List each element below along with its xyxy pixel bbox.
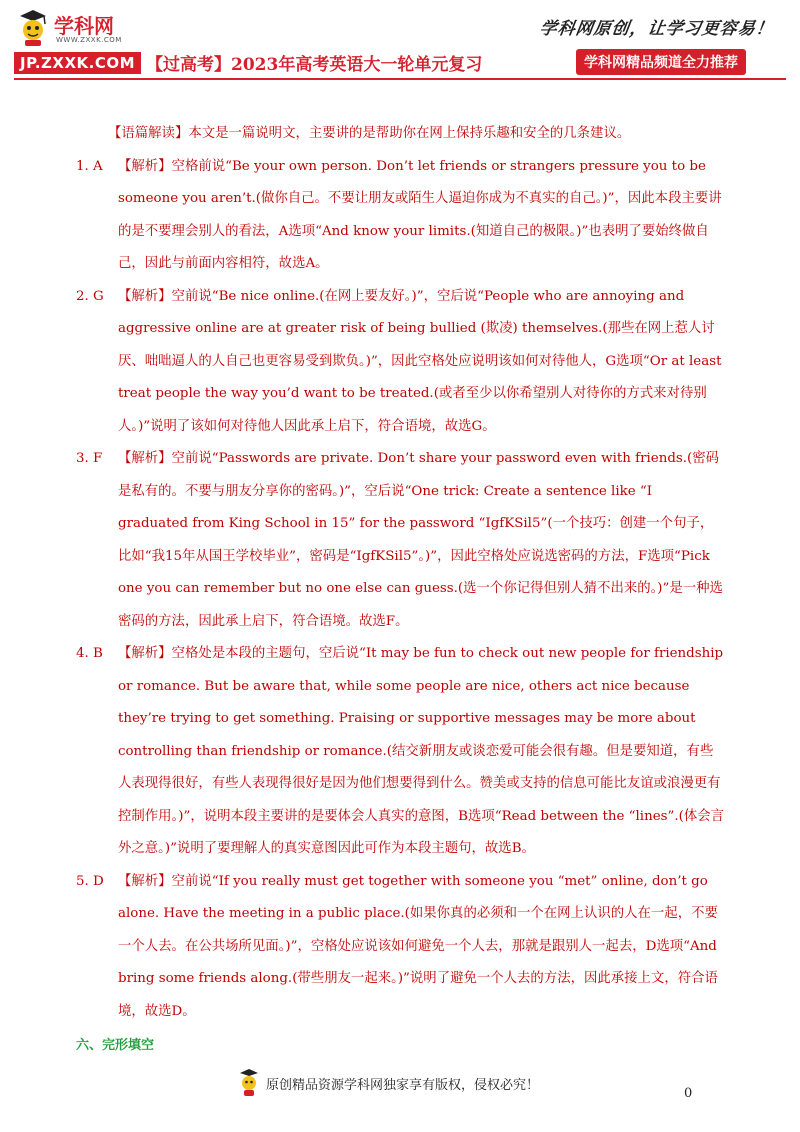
site-logo[interactable] (14, 8, 144, 48)
answer-explanation: 【解析】空格前说“Be your own person. Don’t let friends or strangers pressure you to be someone you aren’t.(做你自己。不要让朋友或陌生人逼迫你成为不真实的自己。)”，因此本段主要讲的是不要理会别人的看法，A选项“And know your limits.(知道自己的极限。)”也表明了要始终做自己，因此与前面内容相符，故选A。 (118, 158, 722, 271)
answer-label: 4. B (76, 646, 103, 661)
answer-label: 5. D (76, 873, 104, 889)
logo-url: WWW.ZXXK.COM (56, 36, 122, 44)
answer-explanation: 【解析】空前说“If you really must get together with someone you “met” online, don’t go alone. Have the meeting in a public place.(如果你真的必须和一个在网上认识的人在一起，不要一个人去。在公共场所见面。)”，空格处应说该如何避免一个人去，那就是跟别人一起去，D选项“And bring some friends along.(带些朋友一起来。)”说明了避免一个人去的方法，因此承接上文，符合语境，故选D。 (118, 873, 718, 1019)
answer-item-1 (76, 151, 726, 281)
copyright-notice: 原创精品资源学科网独家享有版权，侵权必究！ (266, 1078, 540, 1093)
document-title: 【过高考】2023年高考英语大一轮单元复习 (146, 55, 483, 75)
answer-item-2 (76, 281, 726, 444)
document-body (76, 118, 726, 1063)
passage-intro: 【语篇解读】本文是一篇说明文，主要讲的是帮助你在网上保持乐趣和安全的几条建议。 (108, 126, 631, 141)
answer-label: 1. A (76, 158, 103, 174)
answer-explanation: 【解析】空前说“Be nice online.(在网上要友好。)”，空后说“People who are annoying and aggressive online are at greater risk of being bullied (欺凌) themselves.(那些在网上惹人讨厌、咄咄逼人的人自己也更容易受到欺负。)”，因此空格处应说明该如何对待他人，G选项“Or at least treat people the way you’d want to be treated.(或者至少以你希望别人对待你的方式来对待别人。)”说明了该如何对待他人因此承上启下，符合语境，故选G。 (118, 288, 722, 434)
page-header (0, 0, 800, 90)
answer-item-3 (76, 443, 726, 638)
recommend-badge: 学科网精品频道全力推荐 (576, 49, 746, 75)
answer-label: 3. F (76, 451, 103, 466)
answer-label: 2. G (76, 288, 104, 304)
answer-explanation: 【解析】空前说“Passwords are private. Don’t share your password even with friends.(密码是私有的。不要与朋友分享你的密码。)”，空后说“One trick: Create a sentence like “I graduated from King School in 15” for the password “IgfKSil5”(一个技巧：创建一个句子，比如“我15年从国王学校毕业”，密码是“IgfKSil5”。)”，因此空格处应说选密码的方法，F选项“Pick one you can remember but no one else can guess.(选一个你记得但别人猜不出来的。)”是一种选密码的方法，因此承上启下，符合语境。故选F。 (118, 451, 723, 629)
answer-item-4 (76, 638, 726, 866)
site-banner[interactable]: JP.ZXXK.COM (14, 52, 141, 74)
page-footer (0, 1060, 800, 1110)
header-divider (14, 78, 786, 80)
mascot-icon (14, 8, 52, 48)
logo-text: 学科网 (54, 14, 114, 38)
mascot-icon (238, 1068, 260, 1098)
slogan: 学科网原创，让学习更容易！ (538, 19, 776, 39)
section-title: 六、完形填空 (76, 1038, 155, 1053)
answer-item-5 (76, 866, 726, 1029)
page-number: 0 (684, 1086, 693, 1101)
answer-explanation: 【解析】空格处是本段的主题句，空后说“It may be fun to check out new people for friendship or romance. But be aware that, while some people are nice, others act nice because they’re trying to get something. Praising or supportive messages may be more about controlling than friendship or romance.(结交新朋友或谈恋爱可能会很有趣。但是要知道，有些人表现得很好，有些人表现得很好是因为他们想要得到什么。赞美或支持的信息可能比友谊或浪漫更有控制作用。)”，说明本段主要讲的是要体会人真实的意图，B选项“Read between the “lines”.(体会言外之意。)”说明了要理解人的真实意图因此可作为本段主题句，故选B。 (118, 646, 725, 856)
